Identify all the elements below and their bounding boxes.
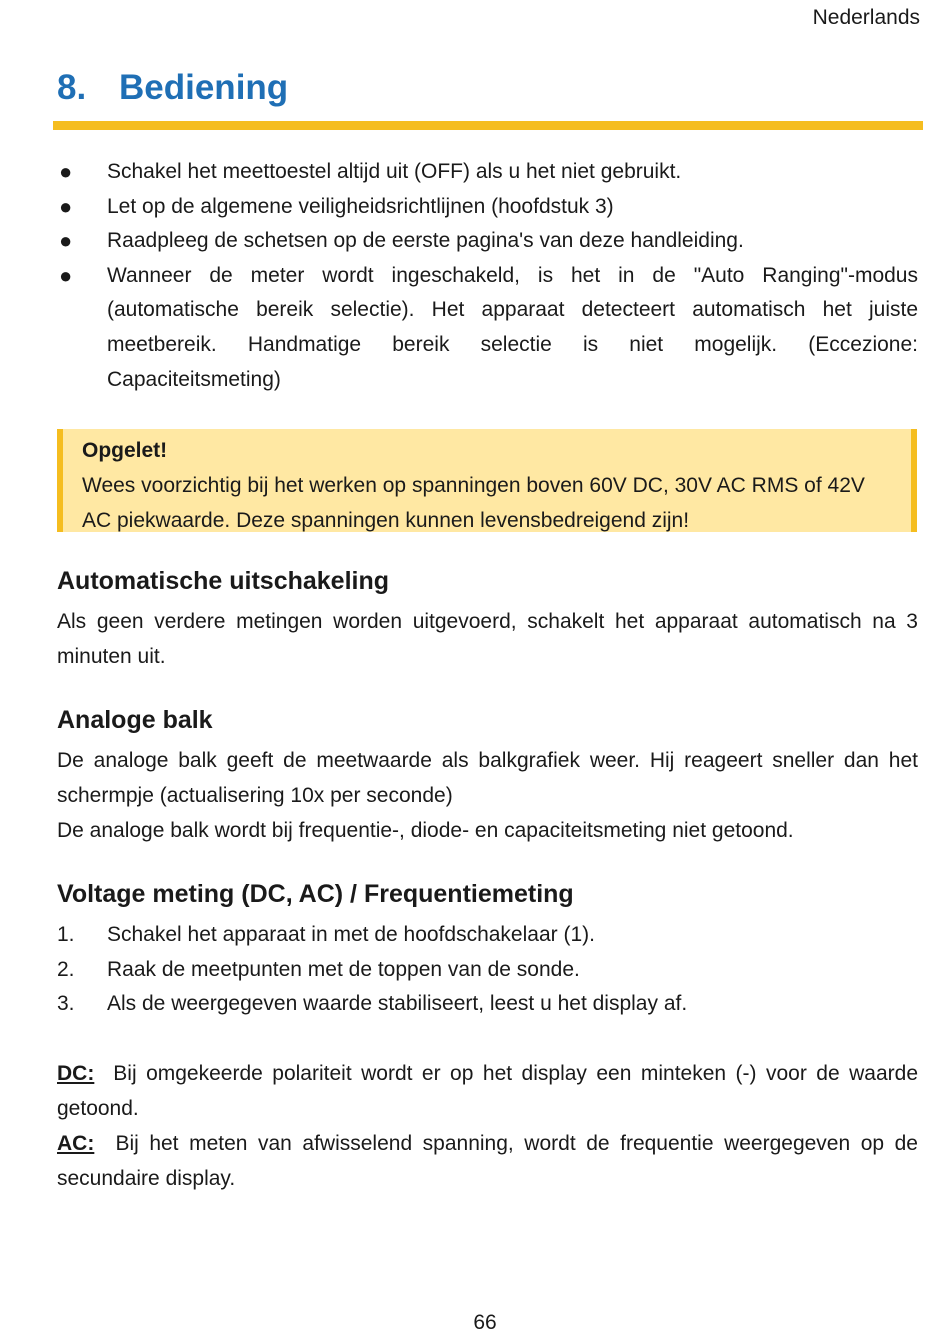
ac-note — [57, 1126, 918, 1196]
language-label: Nederlands — [812, 6, 920, 29]
list-item — [57, 190, 918, 225]
warning-box — [57, 429, 917, 532]
heading-rule — [53, 121, 923, 130]
auto-off-text: Als geen verdere metingen worden uitgevoerd, schakelt het apparaat automatisch na 3 minuten uit. — [57, 610, 918, 668]
voltage-heading: Voltage meting (DC, AC) / Frequentiemeting — [57, 880, 574, 908]
step-item — [57, 953, 918, 988]
list-item — [57, 224, 918, 259]
ac-label: AC: — [57, 1132, 95, 1155]
step-text: Raak de meetpunten met de toppen van de sonde. — [107, 957, 580, 981]
step-item — [57, 987, 918, 1022]
list-item-text: Raadpleeg de schetsen op de eerste pagina's van deze handleiding. — [107, 229, 744, 253]
bullet-icon: ● — [59, 262, 73, 288]
bullet-icon: ● — [59, 228, 73, 254]
chapter-title: Bediening — [119, 68, 289, 107]
dc-note — [57, 1056, 918, 1126]
dc-label: DC: — [57, 1062, 95, 1085]
step-number: 1. — [57, 923, 75, 946]
step-item — [57, 918, 918, 953]
warning-text: Wees voorzichtig bij het werken op spanningen boven 60V DC, 30V AC RMS of 42V AC piekwaarde. Deze spanningen kunnen levensbedreigend zijn! — [82, 474, 865, 532]
analog-bar-note: De analoge balk wordt bij frequentie-, diode- en capaciteitsmeting niet getoond. — [57, 819, 794, 842]
step-text: Schakel het apparaat in met de hoofdschakelaar (1). — [107, 923, 595, 946]
step-number: 2. — [57, 957, 75, 981]
instruction-list — [57, 155, 918, 397]
chapter-heading — [57, 68, 288, 108]
list-item-text: Let op de algemene veiligheidsrichtlijnen (hoofdstuk 3) — [107, 194, 614, 218]
list-item-text: Schakel het meettoestel altijd uit (OFF) als u het niet gebruikt. — [107, 160, 682, 183]
ac-text: Bij het meten van afwisselend spanning, wordt de frequentie weergegeven op de secundaire display. — [57, 1132, 918, 1190]
dc-text: Bij omgekeerde polariteit wordt er op het display een minteken (-) voor de waarde getoond. — [57, 1062, 919, 1120]
analog-bar-text: De analoge balk geeft de meetwaarde als balkgrafiek weer. Hij reageert sneller dan het schermpje (actualisering 10x per seconde) — [57, 749, 918, 807]
chapter-number: 8. — [57, 68, 87, 107]
bullet-icon: ● — [59, 193, 73, 219]
analog-bar-heading: Analoge balk — [57, 706, 213, 734]
list-item — [57, 155, 918, 190]
page-number: 66 — [473, 1311, 497, 1334]
list-item-text: Wanneer de meter wordt ingeschakeld, is het in de "Auto Ranging"-modus (automatische bereik selectie). Het apparaat detecteert automatisch het juiste meetbereik. Handmatige bereik selectie is niet mogelijk. (Eccezione: Capaciteitsmeting) — [107, 263, 918, 391]
step-text: Als de weergegeven waarde stabiliseert, leest u het display af. — [107, 992, 688, 1016]
list-item — [57, 259, 918, 397]
step-number: 3. — [57, 992, 75, 1016]
bullet-icon: ● — [59, 159, 73, 184]
voltage-steps — [57, 918, 918, 1022]
auto-off-heading: Automatische uitschakeling — [57, 567, 390, 595]
warning-title: Opgelet! — [82, 439, 168, 462]
